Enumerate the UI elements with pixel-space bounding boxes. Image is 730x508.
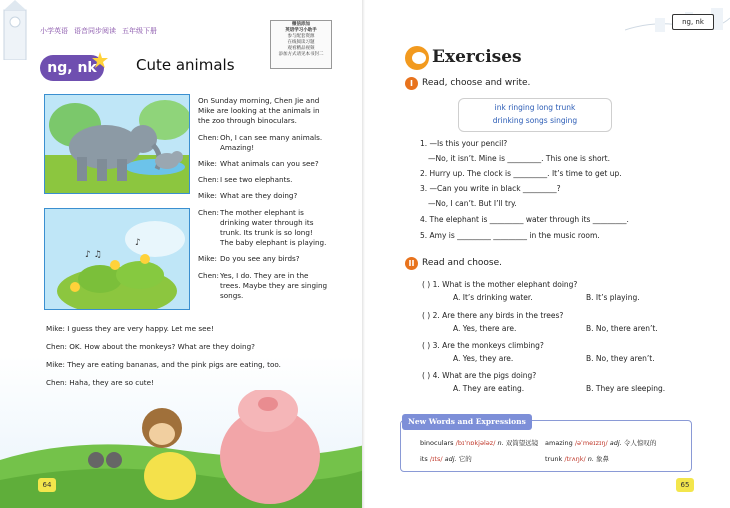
fill-q5: 5. Amy is _________ _________ in the music room.	[420, 231, 600, 240]
speaker: Chen:	[198, 175, 219, 185]
line-text: What are they doing?	[220, 191, 298, 201]
word-bank-line-2: drinking songs singing	[492, 116, 578, 125]
choose-q1: ( ) 1. What is the mother elephant doing?	[422, 280, 578, 289]
meaning: 令人惊叹的	[623, 439, 657, 447]
phonetic: /əˈmeɪzɪŋ/	[574, 439, 608, 447]
word: amazing	[545, 439, 573, 447]
section-1-number: I	[405, 77, 418, 90]
line-text: The mother elephant is drinking water through its trunk. Its trunk is so long! The baby elephant is playing.	[220, 207, 327, 248]
series: 语音同步阅读	[74, 27, 116, 35]
speaker: Mike:	[198, 254, 217, 264]
speaker: Mike:	[198, 159, 217, 169]
word: its	[420, 455, 428, 463]
sound-badge: ng, nk	[40, 55, 104, 81]
speaker: Chen:	[198, 207, 219, 217]
fill-q1b: —No, it isn’t. Mine is _________. This one is short.	[428, 154, 610, 163]
dialogue-line	[198, 133, 328, 153]
dialogue-line	[198, 254, 328, 264]
lower-line-3: Mike: They are eating bananas, and the pink pigs are eating, too.	[46, 360, 281, 369]
new-words-label: New Words and Expressions	[402, 414, 532, 430]
new-word-3	[420, 454, 472, 463]
choose-q4-b: B. They are sleeping.	[586, 384, 666, 393]
section-1-heading: Read, choose and write.	[422, 78, 531, 88]
fill-q4: 4. The elephant is _________ water through its _________.	[420, 215, 629, 224]
choose-q1-b: B. It’s playing.	[586, 293, 640, 302]
svg-text:♪: ♪	[135, 238, 141, 248]
word: binoculars	[420, 439, 454, 447]
fill-q3b: —No, I can’t. But I’ll try.	[428, 199, 517, 208]
choose-q2-b: B. No, there aren’t.	[586, 324, 658, 333]
line-text: Yes, I do. They are in the trees. Maybe they are singing songs.	[220, 270, 328, 301]
sound-tag: ng, nk	[672, 14, 714, 30]
page-number-left: 64	[38, 478, 56, 492]
fill-q1: 1. —Is this your pencil?	[420, 139, 508, 148]
pos: n.	[587, 455, 594, 463]
fill-q3: 3. —Can you write in black _________?	[420, 184, 561, 193]
choose-q4-a: A. They are eating.	[453, 384, 525, 393]
word-bank	[458, 98, 612, 132]
qr-text-7: 添加方式请见本书封二	[278, 52, 324, 57]
book-header	[40, 26, 163, 36]
story-intro: On Sunday morning, Chen Jie and Mike are looking at the animals in the zoo through binoculars.	[198, 96, 320, 126]
castle-decoration	[0, 0, 40, 60]
lower-line-4: Chen: Haha, they are so cute!	[46, 378, 154, 387]
pos: adj.	[444, 455, 457, 463]
section-2-number: II	[405, 257, 418, 270]
qr-text-5: 观看精品视频	[287, 46, 315, 51]
line-text: Oh, I can see many animals. Amazing!	[220, 132, 323, 152]
exercises-title: Exercises	[432, 47, 522, 67]
line-text: Do you see any birds?	[220, 254, 300, 264]
page-number-right: 65	[676, 478, 694, 492]
star-icon	[92, 52, 108, 68]
word: trunk	[545, 455, 563, 463]
grade: 五年级下册	[122, 27, 157, 35]
dialogue-line	[198, 159, 328, 169]
speaker: Chen:	[198, 270, 219, 280]
choose-q4: ( ) 4. What are the pigs doing?	[422, 371, 537, 380]
elephant-image	[45, 95, 189, 193]
qr-text-1: 微信添加	[292, 22, 310, 27]
story-title: Cute animals	[136, 56, 235, 74]
word-bank-line-1: ink ringing long trunk	[494, 103, 576, 112]
choose-q2-a: A. Yes, there are.	[453, 324, 517, 333]
qr-text-4: 在线阅读习题	[287, 40, 315, 45]
lower-dialogue	[46, 324, 346, 396]
birds-image	[45, 209, 189, 309]
fill-q2: 2. Hurry up. The clock is _________. It’s time to get up.	[420, 169, 622, 178]
meaning: 象鼻	[596, 455, 609, 463]
meaning: 双筒望远镜	[505, 439, 539, 447]
speaker: Chen:	[198, 132, 219, 142]
choose-q1-a: A. It’s drinking water.	[453, 293, 533, 302]
meaning: 它的	[458, 455, 472, 463]
story-text	[198, 96, 328, 307]
dialogue-line	[198, 191, 328, 201]
phonetic: /trʌŋk/	[564, 455, 586, 463]
line-text: I see two elephants.	[220, 175, 293, 185]
lower-line-1: Mike: I guess they are very happy. Let me see!	[46, 324, 214, 333]
birds-illustration	[44, 208, 190, 310]
phonetic: /bɪˈnɒkjələz/	[455, 439, 496, 447]
dialogue-line	[198, 208, 328, 249]
new-word-1	[420, 438, 538, 447]
speaker: Mike:	[198, 191, 217, 201]
qr-text-2: 英语学习小助手	[285, 28, 317, 33]
choose-q2: ( ) 2. Are there any birds in the trees?	[422, 311, 564, 320]
choose-q3-a: A. Yes, they are.	[453, 354, 514, 363]
dialogue	[198, 133, 328, 302]
new-word-4	[545, 454, 609, 463]
dialogue-line	[198, 175, 328, 185]
pos: n.	[497, 439, 504, 447]
svg-text:♪ ♫: ♪ ♫	[85, 250, 102, 260]
brand: 小学英语	[40, 27, 68, 35]
exercise-icon	[405, 46, 429, 70]
elephant-illustration	[44, 94, 190, 194]
phonetic: /ɪts/	[429, 455, 443, 463]
lower-line-2: Chen: OK. How about the monkeys? What are they doing?	[46, 342, 255, 351]
choose-q3-b: B. No, they aren’t.	[586, 354, 655, 363]
choose-q3: ( ) 3. Are the monkeys climbing?	[422, 341, 544, 350]
pos: adj.	[609, 439, 622, 447]
line-text: What animals can you see?	[220, 159, 319, 169]
new-word-2	[545, 438, 656, 447]
qr-text-3: 参与配套资源	[287, 34, 315, 39]
dialogue-line	[198, 271, 328, 302]
qr-panel	[270, 20, 332, 69]
section-2-heading: Read and choose.	[422, 258, 503, 268]
